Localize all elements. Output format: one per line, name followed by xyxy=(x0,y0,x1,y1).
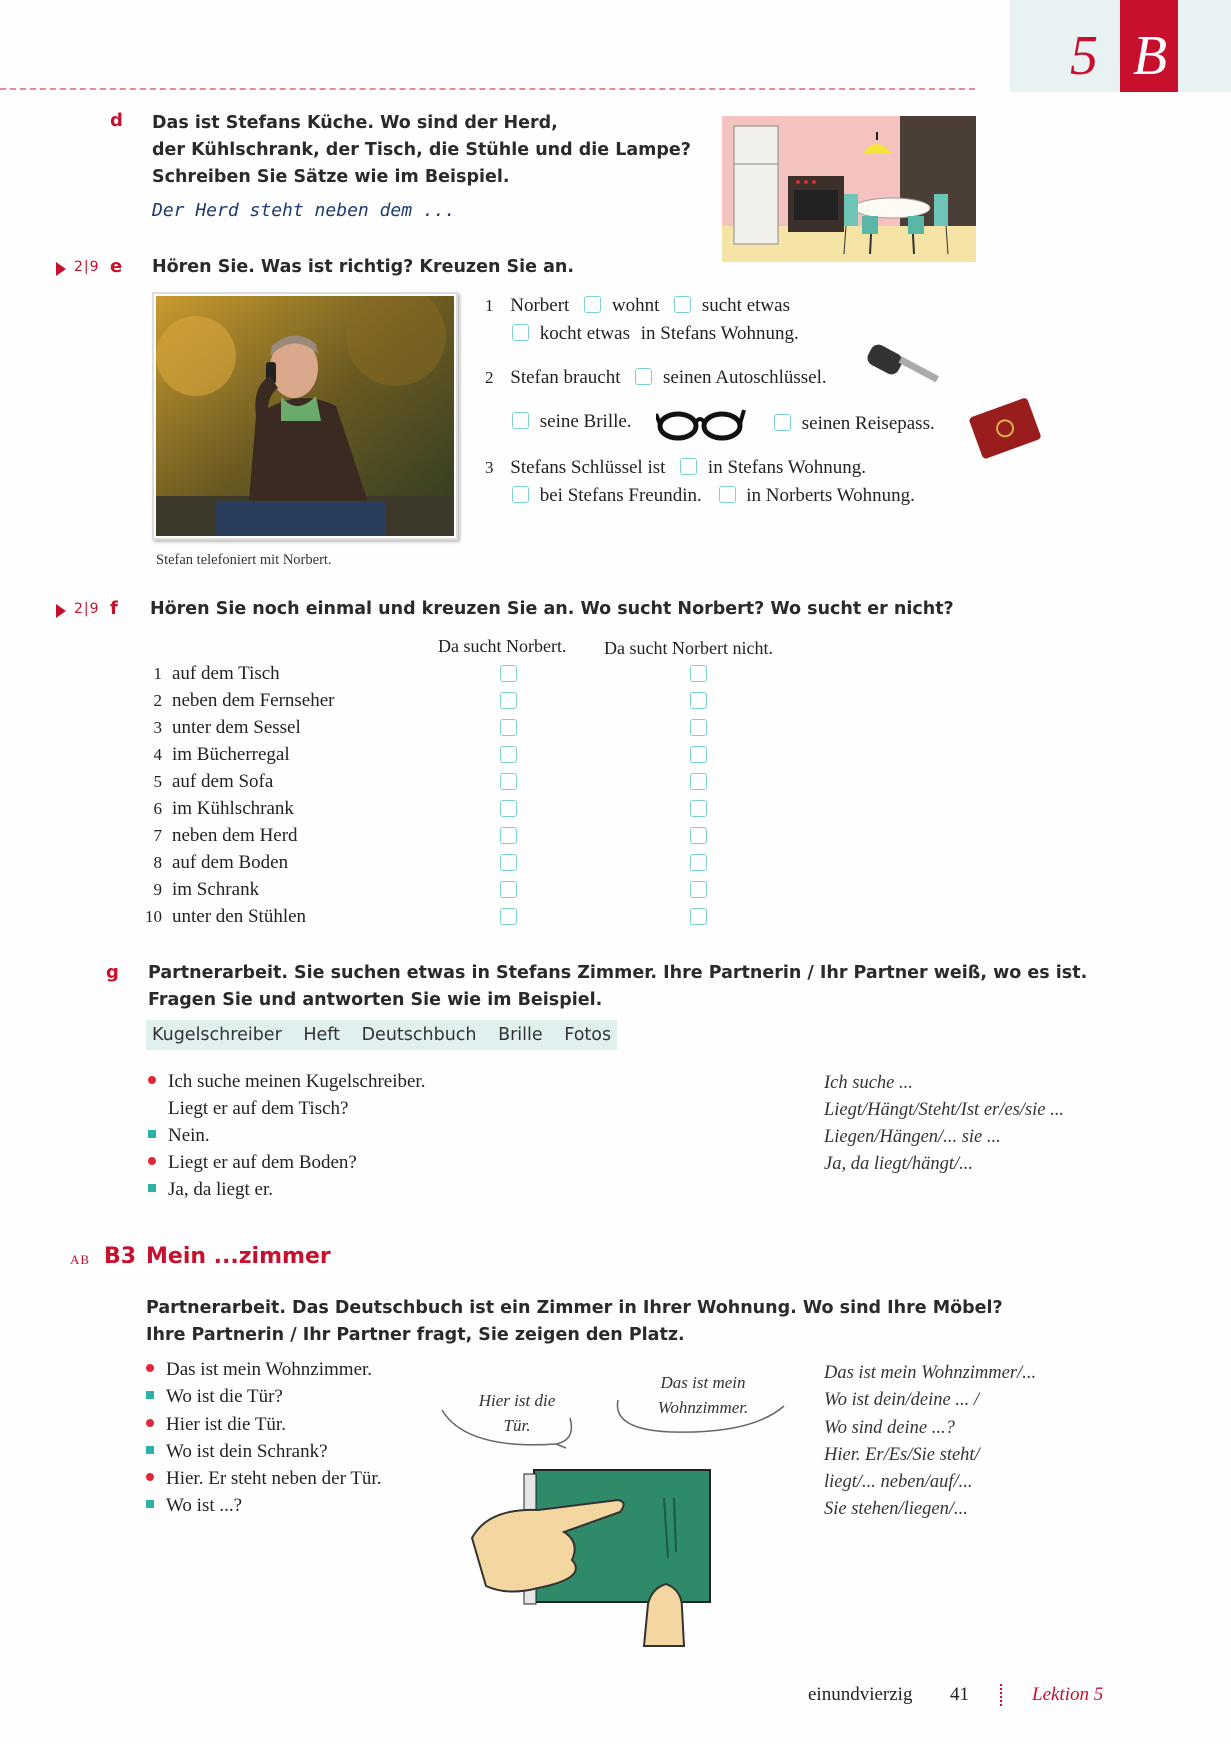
q3-option-2: bei Stefans Freundin. xyxy=(539,485,702,506)
footer-separator xyxy=(1000,1684,1002,1706)
q1-number: 1 xyxy=(485,296,494,315)
word-fotos: Fotos xyxy=(564,1025,612,1045)
row-label: auf dem Boden xyxy=(172,852,289,873)
speaker-b-bullet xyxy=(146,1391,154,1399)
task-g-line-2: Fragen Sie und antworten Sie wie im Beispiel. xyxy=(148,990,603,1010)
footer-page-number: 41 xyxy=(950,1684,969,1705)
q2-option-1: seinen Autoschlüssel. xyxy=(663,367,827,388)
row-label: unter dem Sessel xyxy=(172,717,301,738)
dialog-line xyxy=(146,1438,381,1465)
section-letter: B xyxy=(1132,25,1168,87)
dialog-text: Wo ist dein Schrank? xyxy=(166,1440,328,1462)
col2-checkbox[interactable] xyxy=(690,854,707,871)
q3-number: 3 xyxy=(485,458,494,477)
dialog-line xyxy=(146,1465,381,1492)
hint-line: Liegen/Hängen/... sie ... xyxy=(824,1127,1001,1147)
row-number: 9 xyxy=(153,880,162,899)
task-d-letter: d xyxy=(110,110,123,131)
dialog-line xyxy=(148,1176,425,1203)
b3-line-2: Ihre Partnerin / Ihr Partner fragt, Sie zeigen den Platz. xyxy=(146,1325,685,1345)
speech-bubble-1-text xyxy=(462,1388,572,1438)
task-d-line-1: Das ist Stefans Küche. Wo sind der Herd, xyxy=(152,113,558,133)
b3-code: B3 xyxy=(104,1244,137,1269)
col1-checkbox[interactable] xyxy=(500,665,517,682)
q3-subject: Stefans Schlüssel ist xyxy=(510,457,666,478)
dialog-line xyxy=(148,1095,425,1122)
speaker-a-bullet xyxy=(146,1473,154,1481)
dialog-line xyxy=(148,1149,425,1176)
col2-checkbox[interactable] xyxy=(690,665,707,682)
word-deutschbuch: Deutschbuch xyxy=(361,1025,477,1045)
q2-subject: Stefan braucht xyxy=(510,367,621,388)
dialog-text: Liegt er auf dem Tisch? xyxy=(168,1098,349,1119)
row-label: im Bücherregal xyxy=(172,744,290,765)
passport-icon xyxy=(964,396,1048,460)
dialog-line xyxy=(146,1492,381,1519)
row-label: auf dem Tisch xyxy=(172,663,280,684)
hint-line: Ich suche ... xyxy=(824,1073,913,1093)
col2-checkbox[interactable] xyxy=(690,773,707,790)
task-f-col1-header: Da sucht Norbert. xyxy=(438,636,567,656)
row-number: 5 xyxy=(153,772,162,791)
task-e-instruction: Hören Sie. Was ist richtig? Kreuzen Sie an. xyxy=(152,257,574,277)
speaker-a-bullet xyxy=(146,1364,154,1372)
task-e-q3-line1 xyxy=(485,454,866,482)
row-label: im Schrank xyxy=(172,879,260,900)
task-g-hints xyxy=(824,1070,1064,1178)
task-e-q2-line2 xyxy=(512,408,632,436)
task-e-q1-line2 xyxy=(512,320,799,348)
hint-line: Hier. Er/Es/Sie steht/ xyxy=(824,1444,980,1465)
hint-line: Wo ist dein/deine ... / xyxy=(824,1390,980,1411)
dialog-line xyxy=(148,1122,425,1149)
col2-checkbox[interactable] xyxy=(690,719,707,736)
col2-checkbox[interactable] xyxy=(690,908,707,925)
task-f-audio-play-icon[interactable] xyxy=(56,604,66,618)
bubble-2-line: Wohnzimmer. xyxy=(657,1398,749,1417)
task-g-instruction xyxy=(148,960,1087,1014)
q3-checkbox-1[interactable] xyxy=(680,458,697,475)
col1-checkbox[interactable] xyxy=(500,827,517,844)
dialog-text: Das ist mein Wohnzimmer. xyxy=(166,1359,373,1380)
b3-title: Mein ...zimmer xyxy=(146,1244,331,1269)
task-e-audio-play-icon[interactable] xyxy=(56,262,66,276)
dialog-text: Wo ist die Tür? xyxy=(166,1386,283,1408)
q1-tail: in Stefans Wohnung. xyxy=(640,323,799,344)
row-number: 1 xyxy=(153,664,162,683)
task-f-audio-track: 2|9 xyxy=(74,601,100,617)
speaker-a-bullet xyxy=(148,1076,156,1084)
task-f-col2-header: Da sucht Norbert nicht. xyxy=(604,638,773,658)
book-hand-illustration xyxy=(468,1468,718,1648)
col2-checkbox[interactable] xyxy=(690,800,707,817)
footer-lesson: Lektion 5 xyxy=(1032,1684,1104,1705)
task-e-q3-line2 xyxy=(512,482,915,510)
hint-line: Ja, da liegt/hängt/... xyxy=(824,1154,974,1174)
task-f-letter: f xyxy=(110,598,118,619)
glasses-icon xyxy=(656,402,746,446)
row-number: 3 xyxy=(153,718,162,737)
task-e-q2-line1 xyxy=(485,364,827,392)
task-g-line-1: Partnerarbeit. Sie suchen etwas in Stefans Zimmer. Ihre Partnerin / Ihr Partner weiß, wo es ist. xyxy=(148,963,1088,983)
col2-checkbox[interactable] xyxy=(690,827,707,844)
q3-checkbox-3[interactable] xyxy=(719,486,736,503)
q1-option-1: wohnt xyxy=(611,295,660,316)
dialog-line xyxy=(148,1068,425,1095)
row-label: unter den Stühlen xyxy=(172,906,307,927)
q2-option-2: seine Brille. xyxy=(539,411,632,432)
q2-checkbox-1[interactable] xyxy=(635,368,652,385)
q2-number: 2 xyxy=(485,368,494,387)
task-e-audio-track: 2|9 xyxy=(74,259,100,275)
b3-instruction xyxy=(146,1295,1003,1349)
top-dashed-rule xyxy=(0,88,975,90)
col1-checkbox[interactable] xyxy=(500,908,517,925)
speaker-b-bullet xyxy=(146,1446,154,1454)
row-label: im Kühlschrank xyxy=(172,798,294,819)
col2-checkbox[interactable] xyxy=(690,692,707,709)
word-bank xyxy=(146,1020,617,1050)
q2-checkbox-2[interactable] xyxy=(512,412,529,429)
q3-option-1: in Stefans Wohnung. xyxy=(707,457,866,478)
col1-checkbox[interactable] xyxy=(500,773,517,790)
col1-checkbox[interactable] xyxy=(500,692,517,709)
task-f-instruction: Hören Sie noch einmal und kreuzen Sie an. Wo sucht Norbert? Wo sucht er nicht? xyxy=(150,599,954,619)
col1-checkbox[interactable] xyxy=(500,881,517,898)
b3-ab-label: AB xyxy=(70,1252,91,1267)
col1-checkbox[interactable] xyxy=(500,719,517,736)
row-number: 10 xyxy=(145,907,162,926)
dialog-text: Nein. xyxy=(168,1125,210,1146)
speaker-b-bullet xyxy=(146,1500,154,1508)
dialog-text: Ich suche meinen Kugelschreiber. xyxy=(168,1071,426,1092)
dialog-text: Hier. Er steht neben der Tür. xyxy=(166,1468,382,1490)
word-heft: Heft xyxy=(303,1025,340,1045)
col1-checkbox[interactable] xyxy=(500,854,517,871)
col2-checkbox[interactable] xyxy=(690,746,707,763)
hint-line: Liegt/Hängt/Steht/Ist er/es/sie ... xyxy=(824,1100,1064,1120)
dialog-line xyxy=(146,1356,381,1383)
speaker-b-bullet xyxy=(148,1130,156,1138)
dialog-text: Liegt er auf dem Boden? xyxy=(168,1152,357,1173)
col1-checkbox[interactable] xyxy=(500,746,517,763)
dialog-text: Hier ist die Tür. xyxy=(166,1413,286,1435)
photo-frame xyxy=(152,292,458,540)
q2-option-3: seinen Reisepass. xyxy=(801,413,935,434)
q3-checkbox-2[interactable] xyxy=(512,486,529,503)
row-number: 2 xyxy=(153,691,162,710)
task-d-line-3: Schreiben Sie Sätze wie im Beispiel. xyxy=(152,167,510,187)
row-label: neben dem Herd xyxy=(172,825,298,846)
bubble-1-line: Tür. xyxy=(503,1416,531,1435)
task-g-dialog xyxy=(148,1068,425,1203)
photo-caption: Stefan telefoniert mit Norbert. xyxy=(156,552,332,568)
q1-checkbox-3[interactable] xyxy=(512,324,529,341)
row-label: auf dem Sofa xyxy=(172,771,274,792)
dialog-text: Ja, da liegt er. xyxy=(168,1179,273,1200)
q1-checkbox-1[interactable] xyxy=(584,296,601,313)
footer-page-word: einundvierzig xyxy=(808,1684,913,1705)
q3-option-3: in Norberts Wohnung. xyxy=(746,485,915,506)
speaker-b-bullet xyxy=(148,1184,156,1192)
col2-checkbox[interactable] xyxy=(690,881,707,898)
task-d-example: Der Herd steht neben dem ... xyxy=(152,200,456,221)
unit-number: 5 xyxy=(1070,25,1098,87)
b3-hints xyxy=(824,1360,1036,1524)
hint-line: Wo sind deine ...? xyxy=(824,1417,955,1438)
q2-checkbox-3[interactable] xyxy=(774,414,791,431)
task-e-q2-option3 xyxy=(774,410,935,438)
dialog-line xyxy=(146,1383,381,1410)
q1-option-2: sucht etwas xyxy=(701,295,790,316)
task-f-list xyxy=(0,660,800,935)
word-kugelschreiber: Kugelschreiber xyxy=(152,1025,282,1045)
dialog-line xyxy=(146,1411,381,1438)
speech-bubble-2-text xyxy=(638,1370,768,1420)
row-number: 8 xyxy=(153,853,162,872)
task-d-line-2: der Kühlschrank, der Tisch, die Stühle und die Lampe? xyxy=(152,140,691,160)
car-key-icon xyxy=(864,344,948,396)
q1-checkbox-2[interactable] xyxy=(674,296,691,313)
kitchen-illustration xyxy=(722,116,976,262)
hint-line: liegt/... neben/auf/... xyxy=(824,1472,973,1493)
task-e-q1-line1 xyxy=(485,292,790,320)
word-brille: Brille xyxy=(498,1025,543,1045)
col1-checkbox[interactable] xyxy=(500,800,517,817)
b3-line-1: Partnerarbeit. Das Deutschbuch ist ein Zimmer in Ihrer Wohnung. Wo sind Ihre Möbel? xyxy=(146,1298,1003,1318)
bubble-2-line: Das ist mein xyxy=(660,1373,746,1392)
task-g-letter: g xyxy=(106,962,119,983)
b3-dialog xyxy=(146,1356,381,1520)
row-label: neben dem Fernseher xyxy=(172,690,335,711)
q1-subject: Norbert xyxy=(510,295,570,316)
speaker-a-bullet xyxy=(146,1419,154,1427)
row-number: 7 xyxy=(153,826,162,845)
task-e-letter: e xyxy=(110,256,123,277)
bubble-1-line: Hier ist die xyxy=(478,1391,556,1410)
q1-option-3: kocht etwas xyxy=(539,323,630,344)
speaker-a-bullet xyxy=(148,1157,156,1165)
hint-line: Sie stehen/liegen/... xyxy=(824,1499,968,1520)
row-number: 4 xyxy=(153,745,162,764)
hint-line: Das ist mein Wohnzimmer/... xyxy=(824,1363,1037,1383)
dialog-text: Wo ist ...? xyxy=(166,1495,243,1517)
task-d-instruction xyxy=(152,110,691,191)
row-number: 6 xyxy=(153,799,162,818)
